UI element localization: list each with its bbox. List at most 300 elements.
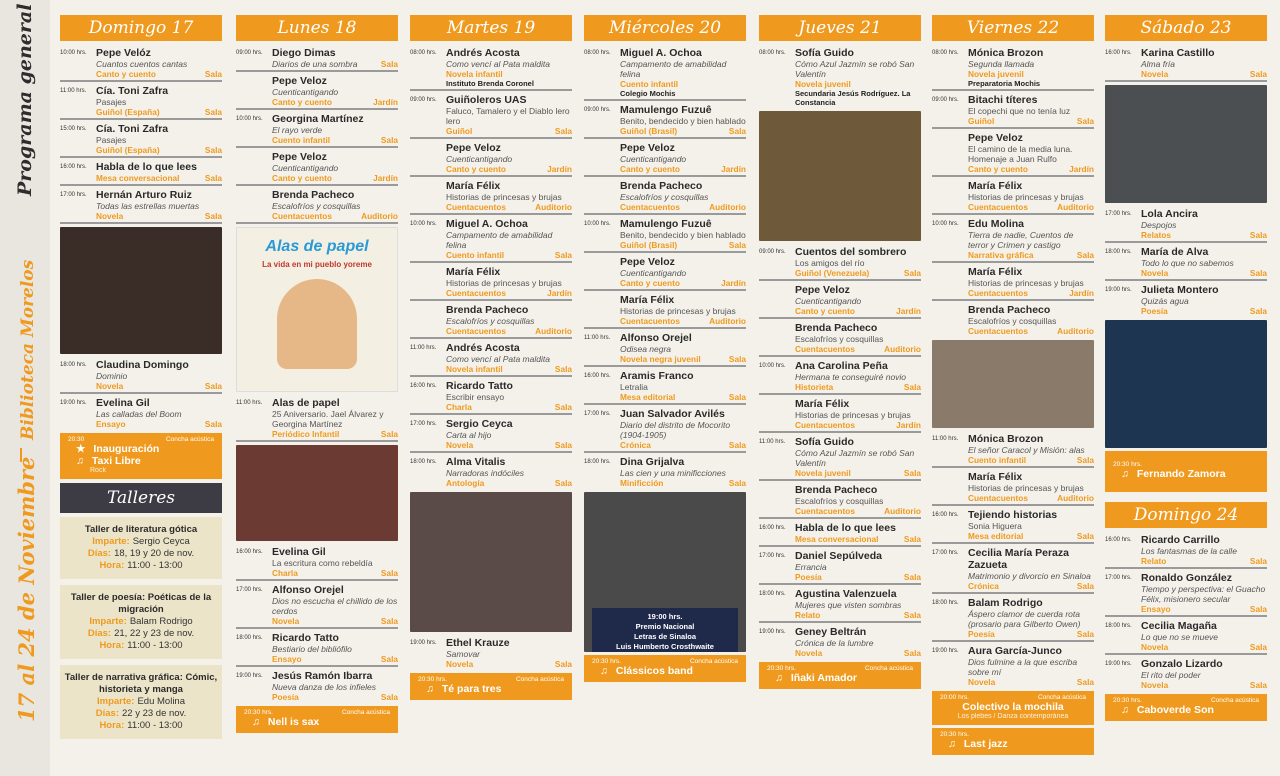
event-title: Letralia (620, 382, 648, 392)
event-meta (620, 354, 746, 364)
event-time: 17:00 hrs. (1105, 211, 1132, 217)
event-time: 18:00 hrs. (1105, 249, 1132, 255)
event-meta (795, 648, 921, 658)
event-body (272, 632, 398, 664)
concert-name: Fernando Zamora (1136, 468, 1226, 480)
event-title: Benito, bendecido y bien hablado (620, 230, 746, 240)
event-body (446, 418, 572, 450)
event-meta (1141, 680, 1267, 690)
concert-name: Taxi Libre (91, 455, 141, 467)
workshop-days-label: Días: (87, 628, 112, 639)
event-item (584, 140, 746, 177)
event-title: Cuenticantigando (620, 154, 687, 164)
event-genre: Cuentacuentos (272, 211, 332, 221)
event-venue: Sala (554, 250, 572, 260)
event-time: 09:00 hrs. (759, 249, 786, 255)
event-venue: Sala (728, 440, 746, 450)
event-title: Dios no escucha el chillido de los cerdos (272, 596, 398, 616)
event-genre: Cuentacuentos (795, 506, 855, 516)
photo (1105, 85, 1267, 203)
event-venue: Sala (554, 440, 572, 450)
event-title: Escalofríos y cosquillas (446, 316, 535, 326)
event-title: Historias de princesas y brujas (620, 306, 736, 316)
event-title: Dominio (96, 371, 128, 381)
event-genre: Charla (446, 402, 472, 412)
event-meta (968, 455, 1094, 465)
event-time (932, 304, 968, 336)
event-name: Ricardo Tatto (446, 380, 513, 392)
event-venue: Sala (554, 659, 572, 669)
event-title: Matrimonio y divorcio en Sinaloa (968, 571, 1091, 581)
event-venue: Sala (1249, 556, 1267, 566)
event-item (1105, 282, 1267, 317)
concert-line (418, 683, 564, 695)
event-meta (620, 164, 746, 174)
event-item (759, 434, 921, 481)
event-body (620, 332, 746, 364)
event-genre: Novela (96, 211, 124, 221)
event-genre: Novela (446, 659, 474, 669)
event-name: Miguel A. Ochoa (446, 218, 528, 230)
event-body (795, 484, 921, 516)
event-genre: Novela (1141, 69, 1169, 79)
event-time: 16:00 hrs. (932, 512, 959, 518)
concert-name: Inauguración (93, 443, 160, 455)
event-name: Geney Beltrán (795, 626, 867, 638)
event-genre: Guiñol (España) (96, 145, 160, 155)
workshop-title: Taller de poesía: Poéticas de la migración (70, 592, 212, 615)
event-name: Habla de lo que lees (795, 522, 896, 534)
event-time: 16:00 hrs. (1105, 50, 1132, 56)
caption-line: 19:00 hrs. (647, 612, 683, 621)
event-time: 18:00 hrs. (932, 600, 959, 606)
event-meta (446, 364, 572, 374)
event-name: Sofía Guido (795, 47, 854, 59)
event-title: Pasajes (96, 135, 127, 145)
event-item (932, 595, 1094, 642)
event-time: 19:00 hrs. (1105, 287, 1132, 293)
event-venue: Auditorio (709, 202, 746, 212)
event-venue: Sala (1249, 642, 1267, 652)
event-time: 17:00 hrs. (584, 411, 611, 417)
event-item (1105, 532, 1267, 569)
event-body (795, 522, 921, 544)
event-meta (795, 306, 921, 316)
event-item (584, 254, 746, 291)
event-meta (795, 268, 921, 278)
day-header: Domingo 24 (1105, 502, 1267, 528)
event-body (968, 645, 1094, 687)
event-name: María Félix (620, 294, 675, 306)
photo (932, 340, 1094, 428)
event-name: Aramis Franco (620, 370, 694, 382)
event-time (584, 180, 620, 212)
event-meta (968, 629, 1094, 639)
event-genre: Cuento infantil (272, 135, 331, 145)
event-name: Tejiendo historias (968, 509, 1058, 521)
event-location: Instituto Brenda Coronel (446, 79, 534, 88)
event-time: 08:00 hrs. (932, 50, 959, 56)
event-meta (96, 381, 222, 391)
workshop-title: Taller de narrativa gráfica: Cómic, historieta y manga (64, 672, 218, 695)
event-time: 17:00 hrs. (1105, 575, 1132, 581)
event-name: Karina Castillo (1141, 47, 1215, 59)
event-item (759, 548, 921, 585)
event-name: Balam Rodrigo (968, 597, 1043, 609)
event-name: Evelina Gil (272, 546, 326, 558)
music-note-icon: ♫ (76, 455, 84, 467)
workshop-days-label: Días: (95, 708, 119, 719)
event-title: Cuenticantigando (446, 154, 513, 164)
event-title: Cuenticantigando (620, 268, 687, 278)
event-meta (272, 568, 398, 578)
event-genre: Periódico Infantil (272, 429, 340, 439)
event-venue: Auditorio (535, 326, 572, 336)
concert-venue: Concha acústica (1210, 697, 1259, 704)
event-genre: Novela negra juvenil (620, 354, 701, 364)
event-meta (795, 572, 921, 582)
event-body (446, 142, 572, 174)
event-time: 10:00 hrs. (932, 221, 959, 227)
event-genre: Cuento infantil (620, 79, 679, 89)
event-venue: Sala (204, 69, 222, 79)
event-body (1141, 534, 1267, 566)
event-title: Escalofríos y cosquillas (795, 496, 884, 506)
event-meta (446, 69, 572, 79)
event-venue: Sala (1076, 531, 1094, 541)
event-meta (96, 107, 222, 117)
event-meta (96, 173, 222, 183)
concert-venue: Concha acústica (864, 665, 913, 672)
event-time (932, 132, 968, 174)
event-title: Historias de princesas y brujas (795, 410, 911, 420)
concert-line (68, 455, 214, 467)
event-item (932, 431, 1094, 468)
concert-line (1113, 468, 1259, 480)
event-genre: Guiñol (España) (96, 107, 160, 117)
event-genre: Novela juvenil (968, 69, 1024, 79)
event-venue: Sala (1076, 250, 1094, 260)
event-body (96, 161, 222, 183)
event-meta (446, 250, 572, 260)
event-item (759, 45, 921, 108)
event-venue: Sala (204, 145, 222, 155)
event-venue: Sala (204, 381, 222, 391)
music-note-icon: ♫ (600, 665, 608, 677)
event-name: Andrés Acosta (446, 342, 520, 354)
event-item (584, 368, 746, 405)
event-body (1141, 284, 1267, 316)
event-title: Nueva danza de los infieles (272, 682, 376, 692)
event-item (584, 406, 746, 453)
event-time (932, 266, 968, 298)
event-body (272, 546, 398, 578)
event-item (932, 264, 1094, 301)
event-title: Benito, bendecido y bien hablado (620, 116, 746, 126)
event-body (446, 266, 572, 298)
event-body (620, 180, 746, 212)
event-genre: Cuentacuentos (446, 288, 506, 298)
event-genre: Poesía (1141, 306, 1168, 316)
event-time: 18:00 hrs. (60, 362, 87, 368)
workshop-hours-label: Hora: (99, 640, 125, 651)
event-title: Escribir ensayo (446, 392, 505, 402)
event-time: 10:00 hrs. (410, 221, 437, 227)
award-caption (592, 608, 738, 652)
event-meta (968, 677, 1094, 687)
event-body (446, 304, 572, 336)
event-title: Cuenticantigando (272, 163, 339, 173)
event-time: 19:00 hrs. (410, 640, 437, 646)
event-item (236, 187, 398, 224)
event-item (932, 45, 1094, 91)
music-note-icon: ♫ (426, 683, 434, 695)
event-item (932, 178, 1094, 215)
photo (584, 492, 746, 652)
event-item (236, 395, 398, 442)
event-name: Ricardo Tatto (272, 632, 339, 644)
day-column (759, 15, 921, 692)
event-title: Dios fulmine a la que escriba sobre mí (968, 657, 1078, 677)
concert-time: 20:00 hrs. (940, 694, 969, 701)
event-venue: Sala (1249, 680, 1267, 690)
event-time (236, 189, 272, 221)
event-body (1141, 620, 1267, 652)
event-title: Sonia Higuera (968, 521, 1022, 531)
event-venue: Sala (728, 126, 746, 136)
event-name: Brenda Pacheco (968, 304, 1051, 316)
event-title: Como vencí al Pata maldita (446, 354, 550, 364)
event-item (410, 178, 572, 215)
event-venue: Sala (903, 534, 921, 544)
event-genre: Cuentacuentos (968, 202, 1028, 212)
event-genre: Novela juvenil (795, 79, 851, 89)
event-venue: Sala (728, 240, 746, 250)
concert-time: 20:30 hrs. (592, 658, 621, 665)
event-genre: Novela (446, 440, 474, 450)
event-time (932, 180, 968, 212)
event-item (60, 187, 222, 224)
event-name: Alma Vitalis (446, 456, 506, 468)
workshop-hours-value: 11:00 - 13:00 (127, 560, 183, 571)
event-meta (272, 429, 398, 439)
event-title: Escalofríos y cosquillas (272, 201, 361, 211)
event-venue: Sala (1249, 306, 1267, 316)
concert-box (932, 691, 1094, 725)
workshop-instructor (64, 616, 218, 628)
event-venue: Auditorio (884, 506, 921, 516)
event-name: Pepe Veloz (968, 132, 1023, 144)
event-meta (795, 506, 921, 516)
event-body (446, 380, 572, 412)
event-meta (620, 440, 746, 450)
event-name: Claudina Domingo (96, 359, 189, 371)
event-name: Pepe Veloz (620, 142, 675, 154)
concert-box (236, 706, 398, 733)
event-item (410, 216, 572, 263)
event-genre: Novela (96, 381, 124, 391)
event-item (236, 149, 398, 186)
event-venue: Auditorio (1057, 326, 1094, 336)
event-venue: Jardín (896, 306, 921, 316)
concert-header (1113, 697, 1259, 704)
event-title: Historias de princesas y brujas (968, 483, 1084, 493)
music-note-icon: ♫ (252, 716, 260, 728)
event-meta (620, 240, 746, 250)
event-body (795, 360, 921, 392)
event-time (410, 266, 446, 298)
caption-line: Premio Nacional (635, 622, 695, 631)
event-genre: Novela (795, 648, 823, 658)
event-body (620, 294, 746, 326)
event-title: El rayo verde (272, 125, 323, 135)
event-body (272, 584, 398, 626)
event-name: Cía. Toni Zafra (96, 85, 169, 97)
event-time: 18:00 hrs. (759, 591, 786, 597)
event-venue: Sala (728, 354, 746, 364)
event-body (620, 256, 746, 288)
event-time (236, 151, 272, 183)
event-body (446, 456, 572, 488)
event-genre: Novela juvenil (795, 468, 851, 478)
event-time: 19:00 hrs. (236, 673, 263, 679)
event-time: 10:00 hrs. (759, 363, 786, 369)
event-name: Juan Salvador Avilés (620, 408, 725, 420)
event-venue: Sala (554, 364, 572, 374)
event-title: Pasajes (96, 97, 127, 107)
event-venue: Sala (1076, 629, 1094, 639)
event-item (236, 630, 398, 667)
concert-name: Clássicos band (615, 665, 693, 677)
event-title: Escalofríos y cosquillas (968, 316, 1057, 326)
concert-time: 20:30 hrs. (1113, 697, 1142, 704)
event-time: 16:00 hrs. (1105, 537, 1132, 543)
event-venue: Sala (728, 478, 746, 488)
event-meta (968, 164, 1094, 174)
event-genre: Mesa conversacional (795, 534, 879, 544)
event-time (236, 75, 272, 107)
event-time: 18:00 hrs. (236, 635, 263, 641)
event-meta (1141, 69, 1267, 79)
event-name: Sergio Ceyca (446, 418, 513, 430)
event-name: Georgina Martínez (272, 113, 364, 125)
event-time (584, 294, 620, 326)
event-body (968, 433, 1094, 465)
concert-name: Iñaki Amador (790, 672, 858, 684)
music-note-icon: ♫ (1121, 704, 1129, 716)
event-title: Las cien y una minificciones (620, 468, 726, 478)
concert-box (1105, 451, 1267, 492)
event-venue: Jardín (721, 278, 746, 288)
event-name: Cuentos del sombrero (795, 246, 907, 258)
event-body (96, 397, 222, 429)
event-genre: Antología (446, 478, 485, 488)
event-genre: Minificción (620, 478, 664, 488)
event-genre: Mesa conversacional (96, 173, 180, 183)
event-body (272, 151, 398, 183)
event-item (1105, 45, 1267, 82)
event-name: Cía. Toni Zafra (96, 123, 169, 135)
event-title: Cómo Azul Jazmín se robó San Valentín (795, 448, 915, 468)
event-genre: Narrativa gráfica (968, 250, 1034, 260)
event-item (759, 624, 921, 659)
concert-header (1113, 461, 1259, 468)
event-item (410, 302, 572, 339)
event-genre: Cuentacuentos (968, 493, 1028, 503)
event-time: 09:00 hrs. (236, 50, 263, 56)
concert-name: Last jazz (963, 738, 1008, 750)
event-title: Hermana te conseguiré novio (795, 372, 907, 382)
event-item (759, 320, 921, 357)
event-venue: Sala (380, 568, 398, 578)
event-title: Tierra de nadie, Cuentos de terror y Crimen y castigo (968, 230, 1074, 250)
event-title: Campamento de amabilidad felina (620, 59, 727, 79)
concert-genre: Los plebes / Danza contemporánea (957, 713, 1069, 720)
event-name: Andrés Acosta (446, 47, 520, 59)
event-item (759, 482, 921, 519)
photo (1105, 320, 1267, 448)
event-venue: Auditorio (1057, 202, 1094, 212)
event-title: Historias de princesas y brujas (446, 278, 562, 288)
photo (60, 227, 222, 354)
event-time: 18:00 hrs. (1105, 623, 1132, 629)
event-venue: Sala (728, 392, 746, 402)
event-body (272, 47, 398, 69)
event-venue: Jardín (721, 164, 746, 174)
event-meta (968, 116, 1094, 126)
event-meta (968, 493, 1094, 503)
event-genre: Guiñol (968, 116, 995, 126)
event-title: Diarios de una sombra (272, 59, 358, 69)
event-venue: Sala (204, 107, 222, 117)
event-meta (1141, 268, 1267, 278)
photo (236, 445, 398, 541)
event-genre: Canto y cuento (620, 278, 680, 288)
day-header: Martes 19 (410, 15, 572, 41)
event-meta (795, 344, 921, 354)
event-time (759, 322, 795, 354)
event-title: El copechi que no tenía luz (968, 106, 1071, 116)
event-name: Lola Ancira (1141, 208, 1198, 220)
event-body (968, 47, 1094, 88)
event-title: Errancia (795, 562, 827, 572)
event-title: El señor Caracol y Misión: alas (968, 445, 1085, 455)
event-time: 17:00 hrs. (932, 550, 959, 556)
event-body (620, 47, 746, 98)
concert-name: Nell is sax (267, 716, 320, 728)
dates-title: 17 al 24 de Noviembre (14, 456, 39, 722)
event-time (584, 256, 620, 288)
workshop-instructor-label: Imparte: (92, 536, 130, 547)
event-meta (272, 654, 398, 664)
concert-time: 20:30 hrs. (767, 665, 796, 672)
day-header: Domingo 17 (60, 15, 222, 41)
event-meta (620, 202, 746, 212)
event-meta (1141, 604, 1267, 614)
event-title: Despojos (1141, 220, 1177, 230)
event-item (410, 140, 572, 177)
event-time: 16:00 hrs. (236, 549, 263, 555)
event-time: 08:00 hrs. (410, 50, 437, 56)
event-body (620, 456, 746, 488)
event-body (795, 550, 921, 582)
event-item (584, 45, 746, 101)
event-venue: Sala (903, 268, 921, 278)
event-body (446, 180, 572, 212)
event-meta (968, 69, 1094, 79)
event-item (932, 216, 1094, 263)
event-name: Mónica Brozon (968, 433, 1044, 445)
